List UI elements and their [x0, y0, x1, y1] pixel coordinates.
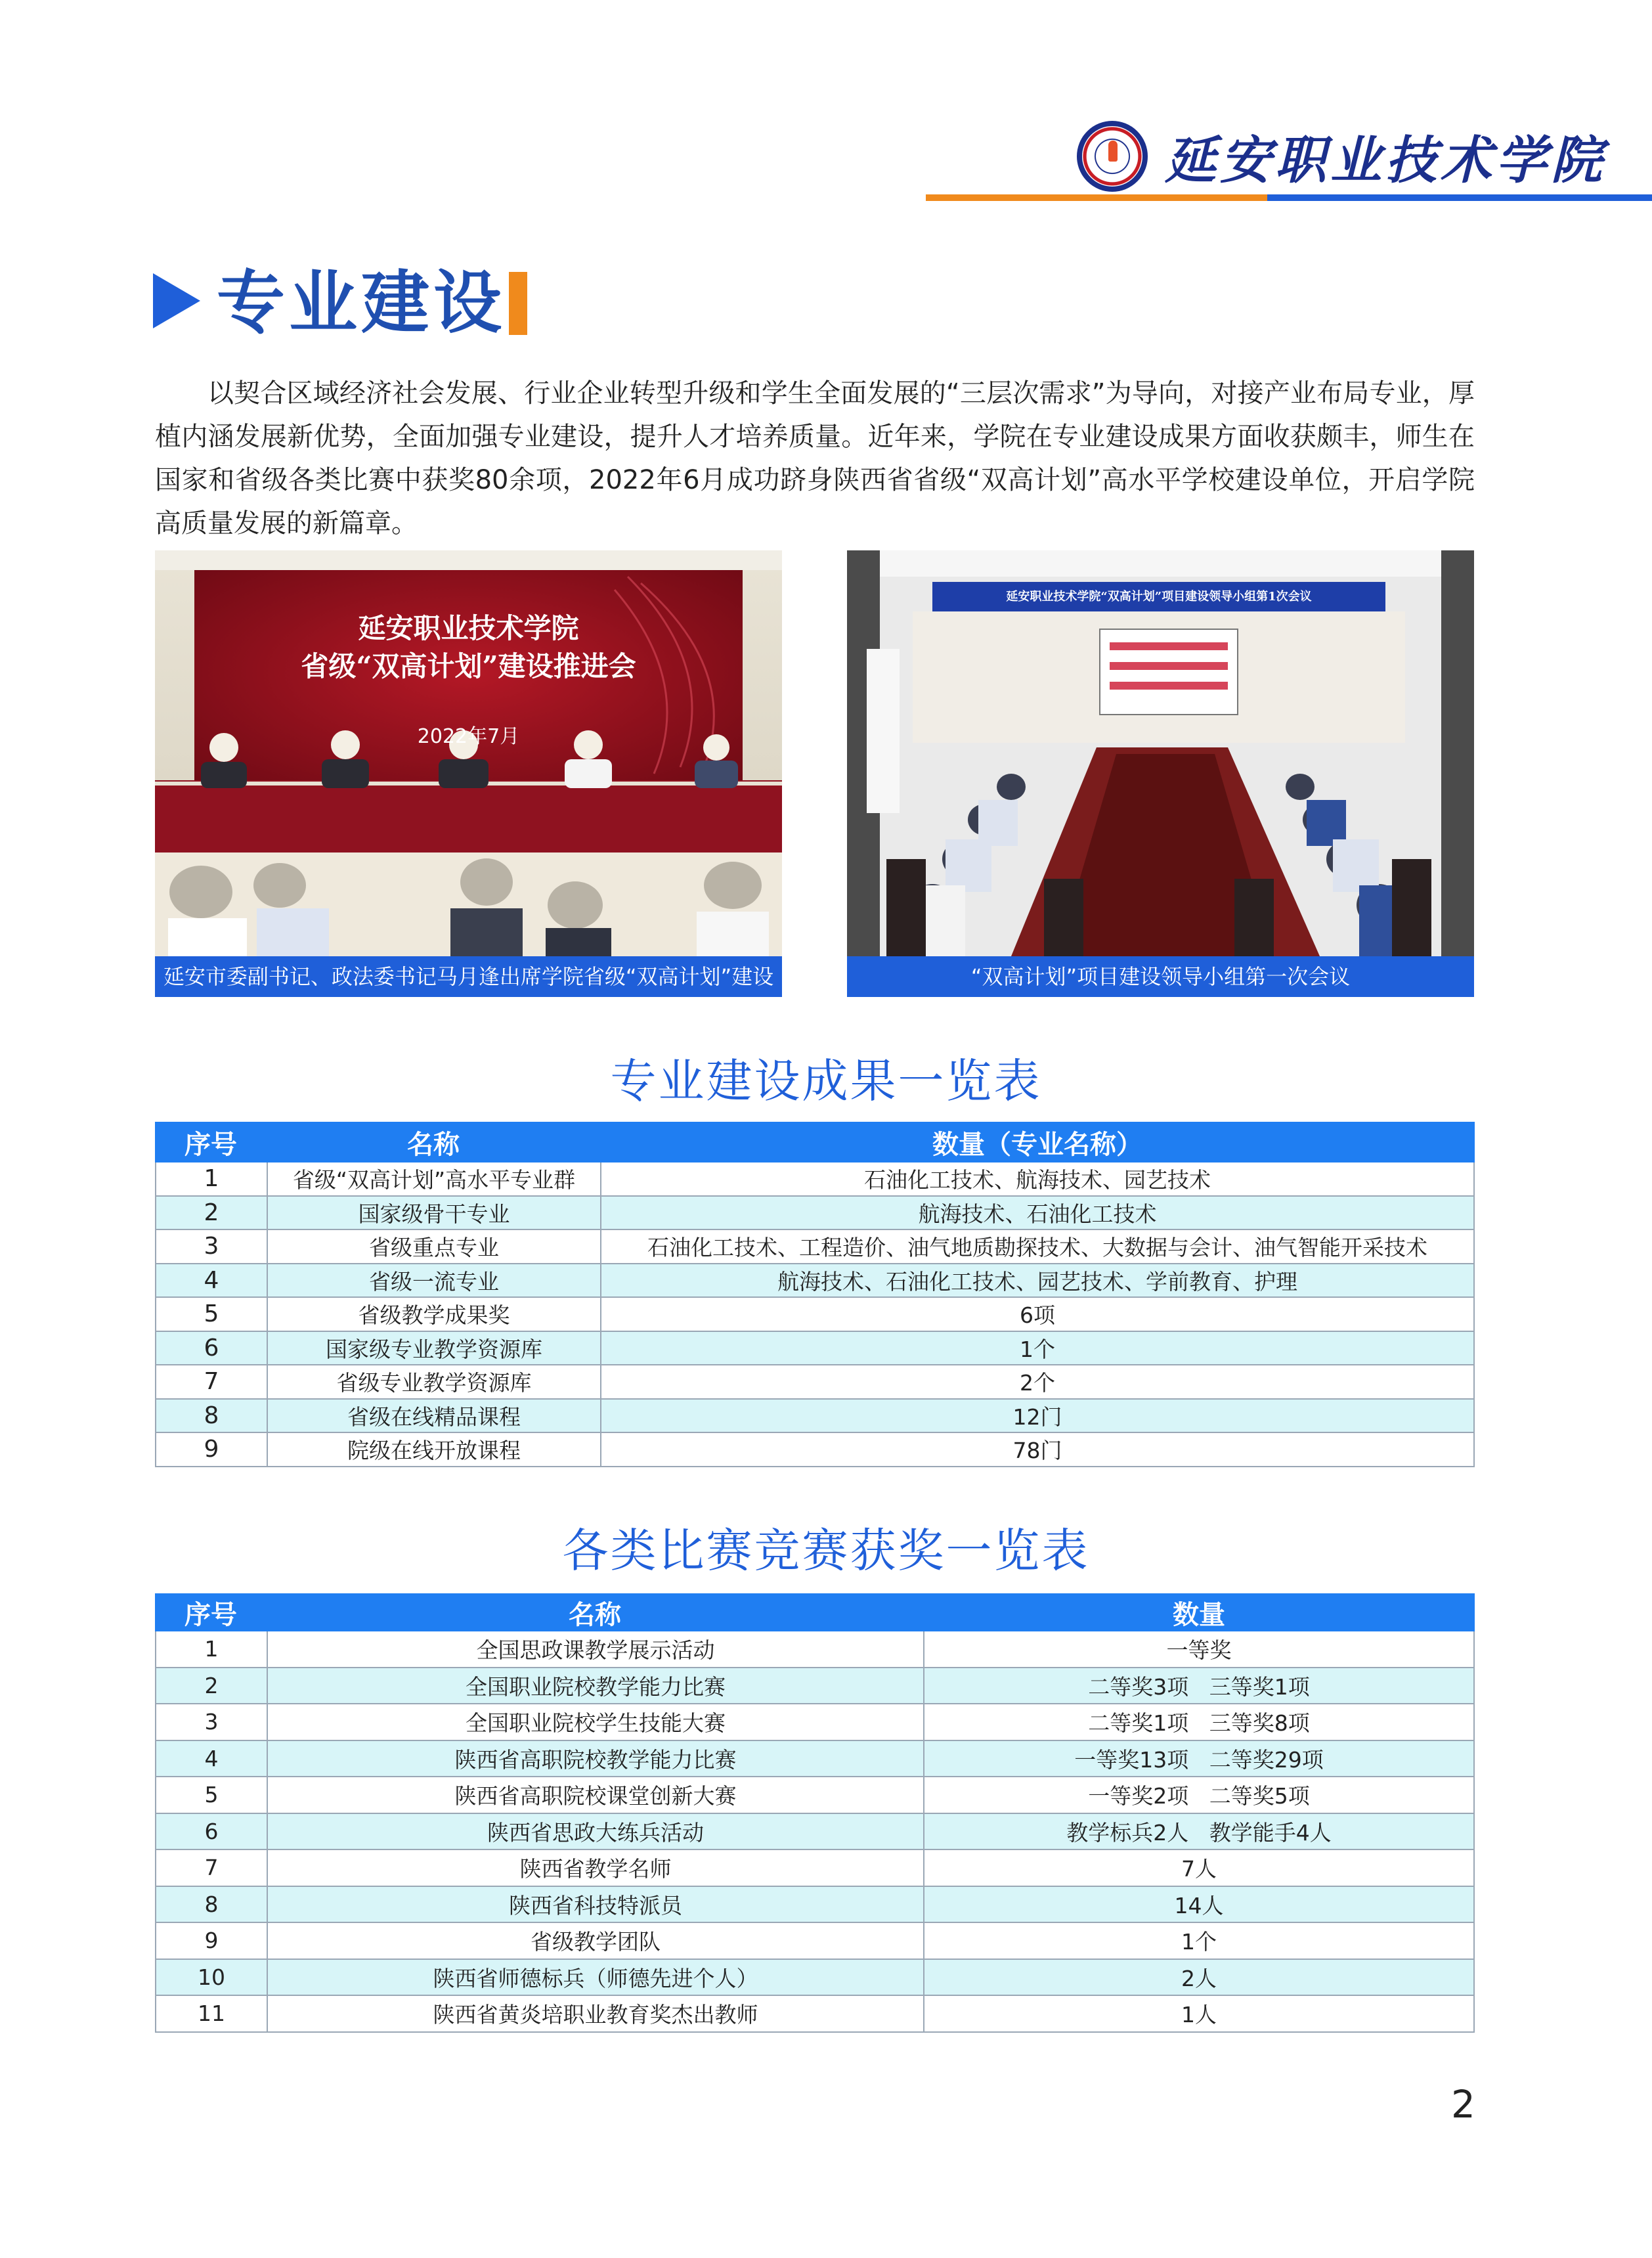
- cell-name: 全国职业院校教学能力比赛: [268, 1668, 924, 1704]
- cell-name: 国家级骨干专业: [268, 1197, 601, 1229]
- cell-quantity: 78门: [1012, 1438, 1062, 1464]
- cell-quantity: 6项: [1020, 1302, 1055, 1329]
- school-seal-icon: [1077, 121, 1148, 192]
- cell-name: 全国职业院校学生技能大赛: [268, 1704, 924, 1740]
- table-row: [155, 1631, 1475, 1668]
- cell-quantity: 一等奖2项 二等奖5项: [1088, 1783, 1310, 1809]
- cell-name: 省级教学成果奖: [268, 1298, 601, 1331]
- table-row: [155, 1777, 1475, 1814]
- cell-name: 陕西省黄炎培职业教育奖杰出教师: [268, 1996, 924, 2031]
- table-row: [155, 1264, 1475, 1298]
- cell-name: 省级在线精品课程: [268, 1400, 601, 1432]
- cell-index: 2: [156, 1197, 268, 1229]
- cell-index: 4: [156, 1741, 268, 1777]
- table-row: [155, 1332, 1475, 1366]
- table-row: [155, 1996, 1475, 2033]
- table-row: [155, 1365, 1475, 1400]
- cell-quantity: 1个: [1020, 1336, 1055, 1362]
- cell-name: 陕西省高职院校课堂创新大赛: [268, 1777, 924, 1813]
- cell-name: 省级教学团队: [268, 1923, 924, 1959]
- cell-quantity: 2人: [1181, 1965, 1217, 1991]
- table-row: [155, 1960, 1475, 1997]
- table-header-row: [155, 1593, 1475, 1631]
- page-number: 2: [1451, 2082, 1475, 2127]
- cell-index: 10: [156, 1960, 268, 1995]
- cell-index: 2: [156, 1668, 268, 1704]
- cell-name: 陕西省教学名师: [268, 1850, 924, 1886]
- banner-line-2: 省级“双高计划”建设推进会: [301, 650, 636, 682]
- header-name: 名称: [407, 1129, 460, 1160]
- cell-name: 院级在线开放课程: [268, 1433, 601, 1466]
- table-row: [155, 1887, 1475, 1924]
- table-header-row: [155, 1122, 1475, 1162]
- header-divider-blue: [1267, 194, 1652, 201]
- section-title: 专业建设: [217, 263, 506, 343]
- section-arrow-icon: [153, 273, 200, 328]
- table-row: [155, 1433, 1475, 1467]
- table-row: [155, 1850, 1475, 1887]
- cell-index: 1: [156, 1162, 268, 1195]
- cell-quantity: 1个: [1181, 1929, 1217, 1955]
- photo-caption: 延安市委副书记、政法委书记马月逢出席学院省级“双高计划”建设推进会: [155, 956, 782, 997]
- table-row: [155, 1741, 1475, 1778]
- cell-name: 省级专业教学资源库: [268, 1365, 601, 1398]
- cell-index: 5: [156, 1298, 268, 1331]
- cell-index: 7: [156, 1850, 268, 1886]
- cell-quantity: 二等奖3项 三等奖1项: [1088, 1673, 1310, 1700]
- awards-table: [155, 1593, 1475, 2033]
- cell-quantity: 石油化工技术、工程造价、油气地质勘探技术、大数据与会计、油气智能开采技术: [647, 1235, 1427, 1261]
- table-row: [155, 1704, 1475, 1741]
- cell-name: 陕西省师德标兵（师德先进个人）: [268, 1960, 924, 1995]
- cell-quantity: 二等奖1项 三等奖8项: [1088, 1710, 1310, 1737]
- cell-quantity: 航海技术、石油化工技术、园艺技术、学前教育、护理: [777, 1268, 1297, 1295]
- achievement-table: [155, 1122, 1475, 1467]
- cell-quantity: 教学标兵2人 教学能手4人: [1066, 1819, 1332, 1846]
- cell-index: 9: [156, 1433, 268, 1466]
- cell-index: 3: [156, 1704, 268, 1740]
- table-row: [155, 1400, 1475, 1434]
- cell-index: 7: [156, 1365, 268, 1398]
- table1-title: 专业建设成果一览表: [610, 1054, 1042, 1108]
- cell-index: 5: [156, 1777, 268, 1813]
- section-title-bar: [509, 272, 527, 335]
- header-index: 序号: [185, 1129, 237, 1160]
- cell-name: 陕西省科技特派员: [268, 1887, 924, 1922]
- table-row: [155, 1668, 1475, 1705]
- header-quantity: 数量: [1173, 1599, 1225, 1630]
- cell-index: 4: [156, 1264, 268, 1297]
- cell-name: 省级重点专业: [268, 1230, 601, 1263]
- cell-index: 3: [156, 1230, 268, 1263]
- cell-name: 全国思政课教学展示活动: [268, 1631, 924, 1667]
- cell-quantity: 12门: [1012, 1404, 1062, 1430]
- cell-quantity: 石油化工技术、航海技术、园艺技术: [864, 1167, 1211, 1193]
- header-index: 序号: [185, 1599, 237, 1630]
- photo-caption: “双高计划”项目建设领导小组第一次会议: [847, 956, 1474, 997]
- table-row: [155, 1923, 1475, 1960]
- cell-quantity: 14人: [1174, 1892, 1224, 1918]
- banner-text: 延安职业技术学院“双高计划”项目建设领导小组第1次会议: [1006, 590, 1312, 604]
- cell-index: 8: [156, 1400, 268, 1432]
- header-name: 名称: [569, 1599, 621, 1630]
- cell-quantity: 1人: [1181, 2002, 1217, 2028]
- cell-name: 陕西省高职院校教学能力比赛: [268, 1741, 924, 1777]
- cell-name: 陕西省思政大练兵活动: [268, 1814, 924, 1849]
- intro-paragraph: 以契合区域经济社会发展、行业企业转型升级和学生全面发展的“三层次需求”为导向，对接产业布局专业，厚植内涵发展新优势，全面加强专业建设，提升人才培养质量。近年来，学院在专业建设成果方面收获颇丰，师生在国家和省级各类比赛中获奖80余项，2022年6月成功跻身陕西省省级“双高计划”高水平学校建设单位，开启学院高质量发展的新篇章。: [155, 378, 1475, 539]
- table-row: [155, 1298, 1475, 1332]
- cell-name: 国家级专业教学资源库: [268, 1332, 601, 1365]
- cell-quantity: 一等奖13项 二等奖29项: [1074, 1746, 1324, 1773]
- cell-quantity: 2个: [1020, 1370, 1055, 1396]
- table2-title: 各类比赛竞赛获奖一览表: [562, 1524, 1090, 1578]
- cell-name: 省级一流专业: [268, 1264, 601, 1297]
- table-row: [155, 1814, 1475, 1851]
- photo-promotion-meeting: [155, 550, 782, 1030]
- cell-index: 1: [156, 1631, 268, 1667]
- cell-quantity: 一等奖: [1166, 1637, 1232, 1664]
- header-divider-orange: [926, 194, 1267, 201]
- table-row: [155, 1230, 1475, 1264]
- school-name: 延安职业技术学院: [1165, 131, 1607, 190]
- cell-index: 6: [156, 1814, 268, 1849]
- table-row: [155, 1197, 1475, 1231]
- photo-leadership-meeting: [847, 550, 1474, 997]
- cell-index: 11: [156, 1996, 268, 2031]
- cell-quantity: 航海技术、石油化工技术: [918, 1201, 1157, 1227]
- banner-line-1: 延安职业技术学院: [358, 612, 579, 644]
- table-row: [155, 1162, 1475, 1197]
- cell-index: 6: [156, 1332, 268, 1365]
- school-logo: [1077, 110, 1606, 202]
- banner-date: 2022年7月: [417, 725, 520, 748]
- header-quantity: 数量（专业名称）: [932, 1129, 1142, 1160]
- cell-index: 8: [156, 1887, 268, 1922]
- cell-index: 9: [156, 1923, 268, 1959]
- cell-name: 省级“双高计划”高水平专业群: [268, 1162, 601, 1195]
- cell-quantity: 7人: [1181, 1856, 1217, 1882]
